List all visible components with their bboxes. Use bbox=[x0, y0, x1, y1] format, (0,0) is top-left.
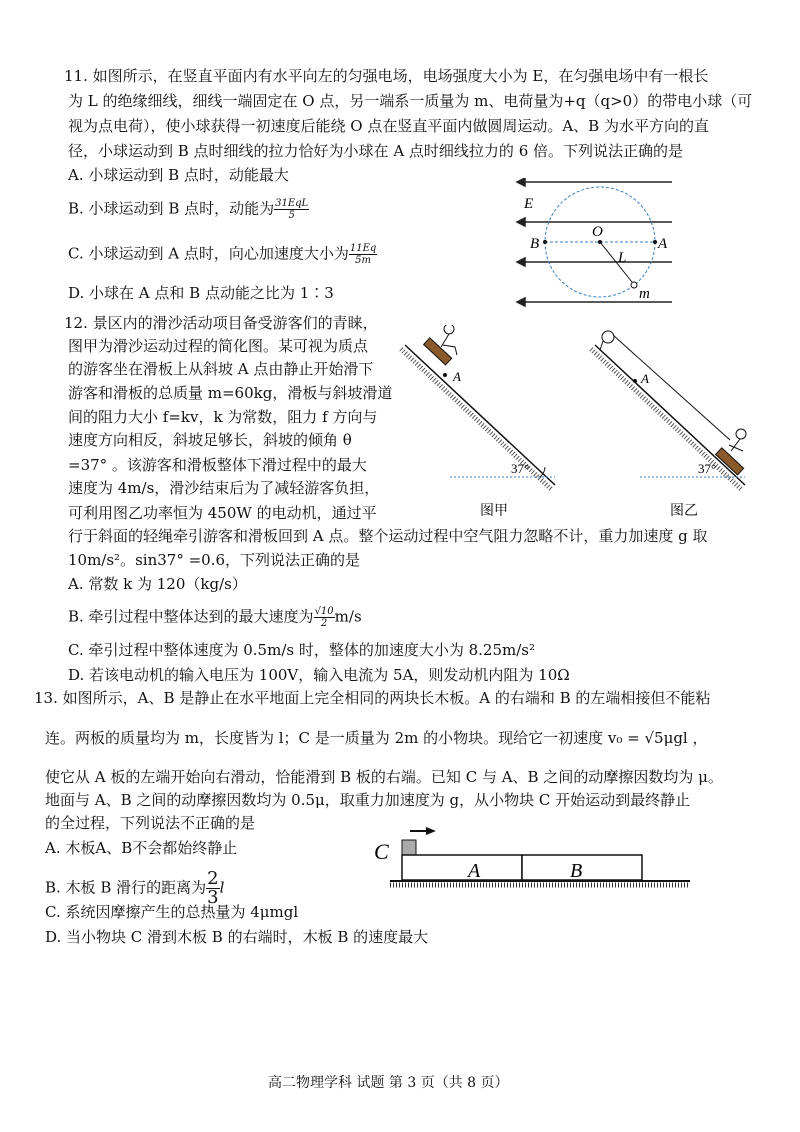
angle-label: 37° bbox=[511, 461, 530, 476]
option-c: C. 系统因摩擦产生的总热量为 4μmgl bbox=[45, 903, 299, 921]
figure-jia bbox=[401, 325, 555, 519]
numerator: √10 bbox=[314, 606, 334, 617]
option-text: B. 牵引过程中整体达到的最大速度为 bbox=[68, 607, 314, 626]
question-text-line: 游客和滑板的总质量 m=60kg，滑板与斜坡滑道 bbox=[68, 384, 393, 402]
option-b bbox=[68, 606, 362, 629]
unit: m/s bbox=[334, 607, 362, 626]
question-text-line: 间的阻力大小 f=kv，k 为常数，阻力 f 方向与 bbox=[68, 408, 378, 426]
question-text-line: =37° 。该游客和滑板整体下滑过程中的最大 bbox=[68, 456, 367, 474]
option-text: B. 木板 B 滑行的距离为 bbox=[45, 878, 207, 897]
board-a-label: A bbox=[468, 860, 481, 882]
block-c-label: C bbox=[374, 839, 389, 864]
question-text-line: 11. 如图所示，在竖直平面内有水平向左的匀强电场，电场强度大小为 E，在匀强电场中有一根长 bbox=[64, 67, 709, 85]
angle-label: 37° bbox=[698, 461, 717, 476]
option-a: A. 常数 k 为 120（kg/s） bbox=[68, 575, 247, 593]
point-a-label: A bbox=[453, 369, 461, 384]
electric-field-figure bbox=[512, 178, 692, 308]
point-a-label: A bbox=[658, 236, 668, 252]
question-text-line: 10m/s²。sin37° =0.6，下列说法正确的是 bbox=[68, 551, 361, 569]
option-d: D. 若该电动机的输入电压为 100V，输入电流为 5A，则发动机内阻为 10Ω bbox=[68, 666, 570, 684]
option-text: C. 小球运动到 A 点时，向心加速度大小为 bbox=[68, 244, 349, 263]
denominator: 5m bbox=[355, 255, 371, 266]
fraction bbox=[314, 606, 335, 629]
numerator: 11Eq bbox=[349, 243, 377, 254]
question-text-line: 13. 如图所示，A、B 是静止在水平地面上完全相同的两块长木板。A 的右端和 B 的左端相接但不能粘 bbox=[34, 689, 711, 707]
question-text-line: 使它从 A 板的左端开始向右滑动，恰能滑到 B 板的右端。已知 C 与 A、B 之间的动摩擦因数均为 μ。 bbox=[45, 768, 723, 786]
question-text-line: 速度为 4m/s，滑沙结束后为了减轻游客负担， bbox=[68, 479, 380, 497]
caption-jia: 图甲 bbox=[480, 504, 508, 519]
question-text-line: 径，小球运动到 B 点时细线的拉力恰好为小球在 A 点时细线拉力的 6 倍。下列说法正确的是 bbox=[68, 142, 684, 160]
board-b-label: B bbox=[570, 860, 583, 882]
figure-yi bbox=[591, 331, 746, 519]
question-text-line: 行于斜面的轻绳牵引游客和滑板回到 A 点。整个运动过程中空气阻力忽略不计，重力加速度 g 取 bbox=[68, 527, 708, 545]
point-b-label: B bbox=[530, 236, 540, 252]
question-text-line: 可利用图乙功率恒为 450W 的电动机，通过平 bbox=[68, 504, 377, 522]
option-c bbox=[68, 243, 377, 266]
numerator: 31EqL bbox=[275, 198, 309, 209]
point-a-label: A bbox=[641, 371, 649, 386]
length-label: L bbox=[618, 250, 627, 266]
question-text-line: 的全过程，下列说法不正确的是 bbox=[45, 814, 256, 832]
question-text-line: 地面与 A、B 之间的动摩擦因数均为 0.5μ，取重力加速度为 g，从小物块 C 开始运动到最终静止 bbox=[45, 791, 691, 809]
fraction bbox=[349, 243, 377, 266]
denominator: 3 bbox=[207, 887, 219, 908]
point-o-label: O bbox=[592, 224, 603, 240]
sand-slide-figures bbox=[395, 325, 775, 525]
question-text-line: 的游客坐在滑板上从斜坡 A 点由静止开始滑下 bbox=[68, 360, 374, 378]
denominator: 5 bbox=[288, 210, 295, 221]
option-c: C. 牵引过程中整体速度为 0.5m/s 时，整体的加速度大小为 8.25m/s² bbox=[68, 641, 536, 659]
boards-figure bbox=[370, 825, 710, 895]
fraction bbox=[274, 198, 309, 221]
question-text-line: 12. 景区内的滑沙活动项目备受游客们的青睐， bbox=[64, 314, 378, 332]
option-d: D. 当小物块 C 滑到木板 B 的右端时，木板 B 的速度最大 bbox=[45, 928, 429, 946]
option-a: A. 小球运动到 B 点时，动能最大 bbox=[68, 166, 289, 184]
mass-label: m bbox=[639, 286, 650, 302]
option-b bbox=[68, 198, 309, 221]
denominator: 2 bbox=[320, 618, 328, 629]
question-text-line: 速度方向相反，斜坡足够长，斜坡的倾角 θ bbox=[68, 431, 352, 449]
option-a: A. 木板A、B不会都始终静止 bbox=[45, 839, 238, 857]
length-symbol: l bbox=[219, 878, 225, 897]
option-d: D. 小球在 A 点和 B 点动能之比为 1∶3 bbox=[68, 284, 334, 302]
page-footer: 高二物理学科 试题 第 3 页（共 8 页） bbox=[268, 1075, 509, 1091]
question-text-line: 连。两板的质量均为 m，长度皆为 l；C 是一质量为 2m 的小物块。现给它一初速度 v₀ = √5μgl ， bbox=[45, 729, 708, 747]
numerator: 2 bbox=[207, 868, 219, 889]
field-label: E bbox=[524, 196, 534, 212]
option-text: B. 小球运动到 B 点时，动能为 bbox=[68, 199, 275, 218]
question-text-line: 图甲为滑沙运动过程的简化图。某可视为质点 bbox=[68, 337, 369, 355]
caption-yi: 图乙 bbox=[670, 504, 698, 519]
question-text-line: 为 L 的绝缘细线，细线一端固定在 O 点，另一端系一质量为 m、电荷量为+q（q>0）的带电小球（可 bbox=[68, 92, 753, 110]
question-text-line: 视为点电荷），使小球获得一初速度后能绕 O 点在竖直平面内做圆周运动。A、B 为水平方向的直 bbox=[68, 117, 709, 135]
